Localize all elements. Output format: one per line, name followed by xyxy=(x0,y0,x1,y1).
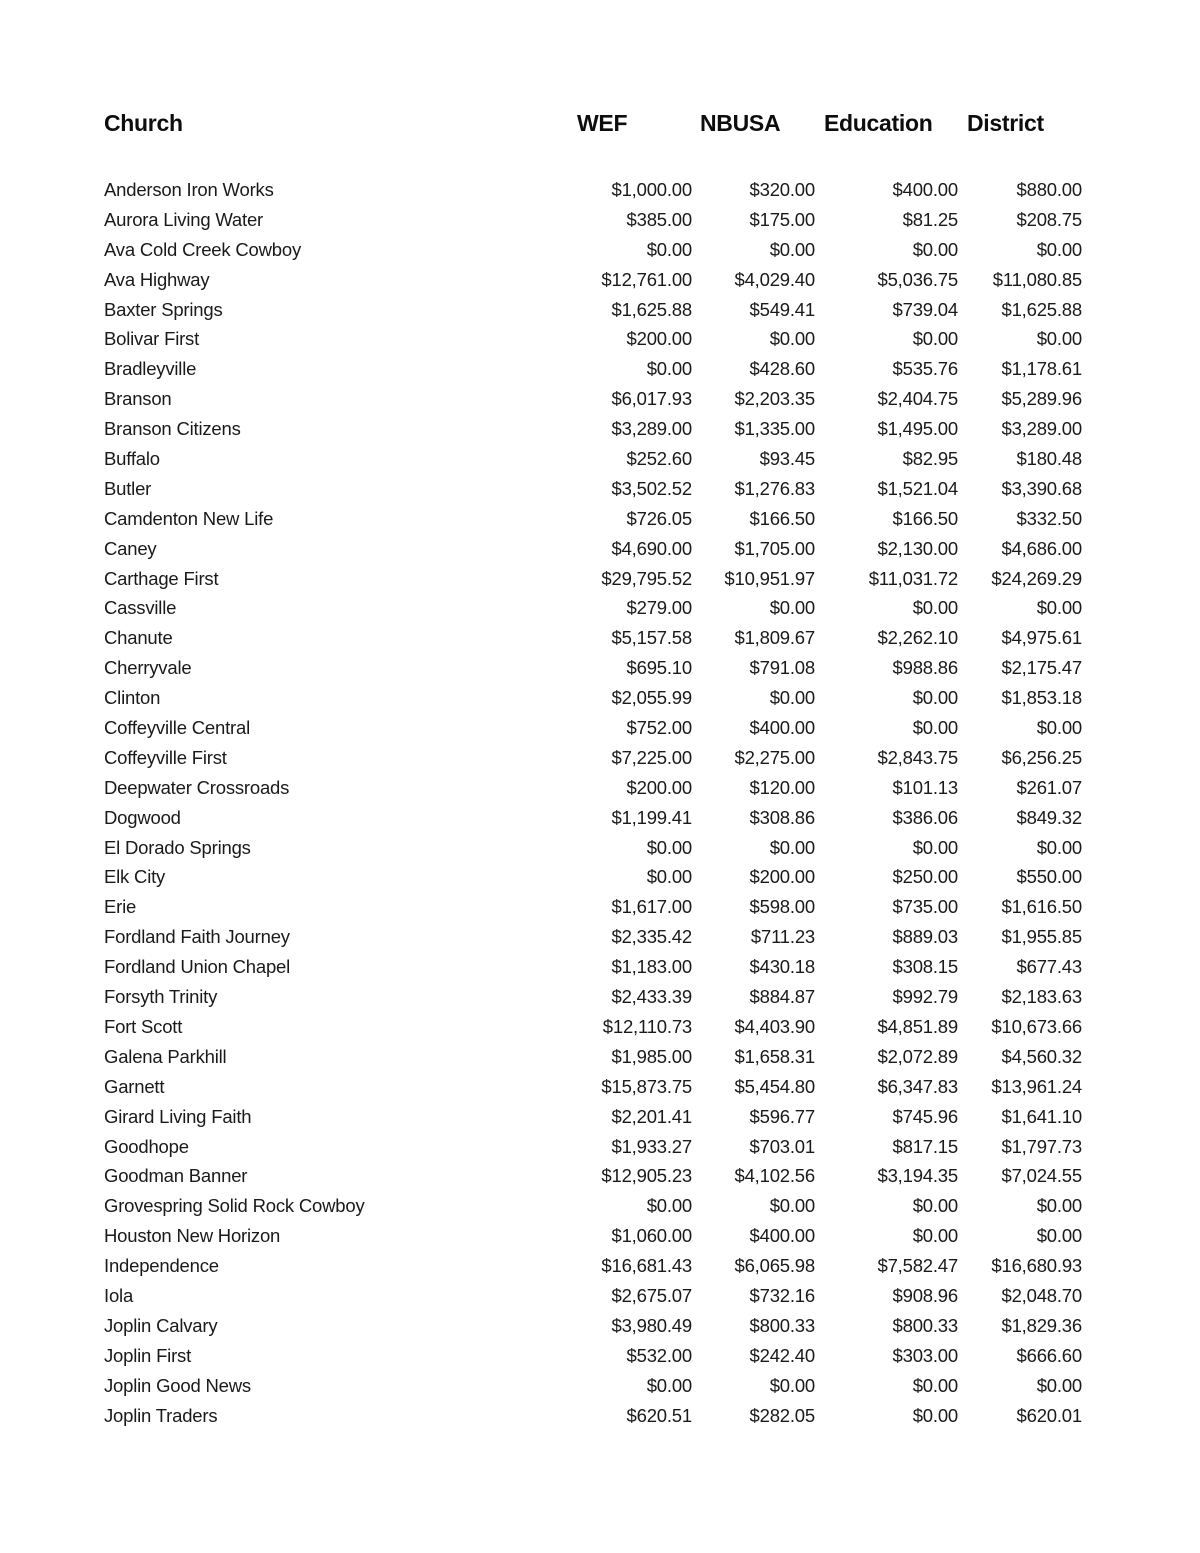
church-name-cell: Joplin Good News xyxy=(104,1374,251,1396)
wef-amount-cell: $200.00 xyxy=(626,328,692,350)
table-row xyxy=(0,385,1200,415)
church-name-cell: Branson Citizens xyxy=(104,418,241,440)
church-name-cell: Elk City xyxy=(104,866,166,888)
district-amount-cell: $677.43 xyxy=(1016,956,1082,978)
nbusa-amount-cell: $428.60 xyxy=(749,358,815,380)
education-amount-cell: $2,843.75 xyxy=(877,746,958,768)
nbusa-amount-cell: $711.23 xyxy=(750,926,815,948)
header-nbusa: NBUSA xyxy=(700,110,781,136)
wef-amount-cell: $1,933.27 xyxy=(611,1135,692,1157)
nbusa-amount-cell: $791.08 xyxy=(749,657,815,679)
district-amount-cell: $4,560.32 xyxy=(1001,1045,1082,1067)
table-row xyxy=(0,266,1200,296)
education-amount-cell: $0.00 xyxy=(912,1195,958,1217)
education-amount-cell: $11,031.72 xyxy=(868,567,958,589)
district-amount-cell: $24,269.29 xyxy=(991,567,1082,589)
education-amount-cell: $250.00 xyxy=(892,866,958,888)
header-church: Church xyxy=(104,110,183,136)
nbusa-amount-cell: $166.50 xyxy=(749,507,815,529)
wef-amount-cell: $620.51 xyxy=(626,1404,692,1426)
table-row xyxy=(0,923,1200,953)
education-amount-cell: $2,072.89 xyxy=(877,1045,958,1067)
education-amount-cell: $400.00 xyxy=(892,179,958,200)
table-row xyxy=(0,714,1200,744)
church-name-cell: Bolivar First xyxy=(104,328,200,350)
district-amount-cell: $0.00 xyxy=(1036,597,1082,619)
table-row xyxy=(0,834,1200,864)
table-row xyxy=(0,1252,1200,1282)
wef-amount-cell: $2,675.07 xyxy=(611,1284,692,1306)
wef-amount-cell: $1,060.00 xyxy=(611,1225,692,1247)
education-amount-cell: $0.00 xyxy=(912,1225,958,1247)
table-row xyxy=(0,1342,1200,1372)
education-amount-cell: $2,404.75 xyxy=(877,388,958,410)
nbusa-amount-cell: $596.77 xyxy=(749,1105,815,1127)
education-amount-cell: $739.04 xyxy=(892,298,958,320)
table-row xyxy=(0,475,1200,505)
education-amount-cell: $745.96 xyxy=(892,1105,958,1127)
church-name-cell: Coffeyville Central xyxy=(104,717,250,739)
wef-amount-cell: $15,873.75 xyxy=(601,1075,692,1097)
nbusa-amount-cell: $242.40 xyxy=(749,1344,815,1366)
education-amount-cell: $6,347.83 xyxy=(877,1075,958,1097)
table-row xyxy=(0,535,1200,565)
wef-amount-cell: $1,617.00 xyxy=(611,896,692,918)
nbusa-amount-cell: $0.00 xyxy=(769,1195,815,1217)
district-amount-cell: $1,797.73 xyxy=(1001,1135,1082,1157)
wef-amount-cell: $532.00 xyxy=(626,1344,692,1366)
table-row xyxy=(0,983,1200,1013)
district-amount-cell: $2,183.63 xyxy=(1001,986,1082,1008)
wef-amount-cell: $1,625.88 xyxy=(611,298,692,320)
table-row xyxy=(0,1133,1200,1163)
church-name-cell: Coffeyville First xyxy=(104,746,227,768)
church-name-cell: Independence xyxy=(104,1255,219,1277)
church-name-cell: Baxter Springs xyxy=(104,298,223,320)
table-row xyxy=(0,505,1200,535)
education-amount-cell: $2,130.00 xyxy=(877,537,958,559)
wef-amount-cell: $1,183.00 xyxy=(611,956,692,978)
nbusa-amount-cell: $400.00 xyxy=(749,717,815,739)
church-name-cell: Bradleyville xyxy=(104,358,197,380)
table-row xyxy=(0,1162,1200,1192)
nbusa-amount-cell: $200.00 xyxy=(749,866,815,888)
header-wef: WEF xyxy=(577,110,628,136)
church-name-cell: Fort Scott xyxy=(104,1015,183,1037)
district-amount-cell: $1,178.61 xyxy=(1001,358,1082,380)
wef-amount-cell: $200.00 xyxy=(626,776,692,798)
table-row xyxy=(0,1103,1200,1133)
wef-amount-cell: $7,225.00 xyxy=(611,746,692,768)
wef-amount-cell: $12,905.23 xyxy=(601,1165,692,1187)
nbusa-amount-cell: $0.00 xyxy=(769,1374,815,1396)
table-body xyxy=(0,176,1200,1431)
education-amount-cell: $1,495.00 xyxy=(877,418,958,440)
district-amount-cell: $180.48 xyxy=(1016,448,1082,470)
nbusa-amount-cell: $120.00 xyxy=(749,776,815,798)
district-amount-cell: $2,175.47 xyxy=(1001,657,1082,679)
nbusa-amount-cell: $0.00 xyxy=(769,687,815,709)
church-name-cell: Anderson Iron Works xyxy=(104,179,274,200)
wef-amount-cell: $695.10 xyxy=(626,657,692,679)
church-name-cell: Aurora Living Water xyxy=(104,208,263,230)
education-amount-cell: $535.76 xyxy=(892,358,958,380)
church-name-cell: Clinton xyxy=(104,687,161,709)
table-row xyxy=(0,176,1200,206)
nbusa-amount-cell: $703.01 xyxy=(749,1135,815,1157)
church-name-cell: Garnett xyxy=(104,1075,165,1097)
education-amount-cell: $908.96 xyxy=(892,1284,958,1306)
table-row xyxy=(0,1312,1200,1342)
education-amount-cell: $0.00 xyxy=(912,687,958,709)
district-amount-cell: $666.60 xyxy=(1016,1344,1082,1366)
district-amount-cell: $10,673.66 xyxy=(991,1015,1082,1037)
church-name-cell: Joplin Calvary xyxy=(104,1314,218,1336)
wef-amount-cell: $0.00 xyxy=(646,238,692,260)
education-amount-cell: $0.00 xyxy=(912,1374,958,1396)
table-row xyxy=(0,1282,1200,1312)
nbusa-amount-cell: $10,951.97 xyxy=(724,567,815,589)
nbusa-amount-cell: $175.00 xyxy=(749,208,815,230)
district-amount-cell: $1,853.18 xyxy=(1001,687,1082,709)
nbusa-amount-cell: $430.18 xyxy=(749,956,815,978)
education-amount-cell: $0.00 xyxy=(912,328,958,350)
table-row xyxy=(0,594,1200,624)
church-name-cell: Grovespring Solid Rock Cowboy xyxy=(104,1195,365,1217)
nbusa-amount-cell: $320.00 xyxy=(749,179,815,200)
education-amount-cell: $800.33 xyxy=(892,1314,958,1336)
church-name-cell: Galena Parkhill xyxy=(104,1045,227,1067)
district-amount-cell: $5,289.96 xyxy=(1001,388,1082,410)
church-name-cell: Girard Living Faith xyxy=(104,1105,252,1127)
wef-amount-cell: $752.00 xyxy=(626,717,692,739)
nbusa-amount-cell: $732.16 xyxy=(749,1284,815,1306)
table-row xyxy=(0,236,1200,266)
wef-amount-cell: $3,502.52 xyxy=(611,477,692,499)
district-amount-cell: $2,048.70 xyxy=(1001,1284,1082,1306)
table-row xyxy=(0,355,1200,385)
table-row xyxy=(0,1372,1200,1402)
district-amount-cell: $1,616.50 xyxy=(1001,896,1082,918)
wef-amount-cell: $6,017.93 xyxy=(611,388,692,410)
wef-amount-cell: $16,681.43 xyxy=(601,1255,692,1277)
table-row xyxy=(0,654,1200,684)
table-row xyxy=(0,893,1200,923)
wef-amount-cell: $1,985.00 xyxy=(611,1045,692,1067)
education-amount-cell: $0.00 xyxy=(912,836,958,858)
church-name-cell: Fordland Union Chapel xyxy=(104,956,291,978)
district-amount-cell: $1,625.88 xyxy=(1001,298,1082,320)
education-amount-cell: $735.00 xyxy=(892,896,958,918)
education-amount-cell: $4,851.89 xyxy=(877,1015,958,1037)
church-name-cell: Dogwood xyxy=(104,806,181,828)
education-amount-cell: $817.15 xyxy=(892,1135,958,1157)
church-name-cell: Erie xyxy=(104,896,137,918)
nbusa-amount-cell: $400.00 xyxy=(749,1225,815,1247)
table-row xyxy=(0,684,1200,714)
nbusa-amount-cell: $308.86 xyxy=(749,806,815,828)
district-amount-cell: $0.00 xyxy=(1036,1374,1082,1396)
district-amount-cell: $1,829.36 xyxy=(1001,1314,1082,1336)
education-amount-cell: $992.79 xyxy=(892,986,958,1008)
church-name-cell: Carthage First xyxy=(104,567,219,589)
nbusa-amount-cell: $6,065.98 xyxy=(734,1255,815,1277)
district-amount-cell: $332.50 xyxy=(1016,507,1082,529)
education-amount-cell: $5,036.75 xyxy=(877,268,958,290)
wef-amount-cell: $0.00 xyxy=(646,1374,692,1396)
education-amount-cell: $81.25 xyxy=(902,208,958,230)
nbusa-amount-cell: $0.00 xyxy=(769,836,815,858)
district-amount-cell: $0.00 xyxy=(1036,1195,1082,1217)
table-row xyxy=(0,1013,1200,1043)
wef-amount-cell: $2,335.42 xyxy=(611,926,692,948)
nbusa-amount-cell: $598.00 xyxy=(749,896,815,918)
nbusa-amount-cell: $1,809.67 xyxy=(734,627,815,649)
district-amount-cell: $849.32 xyxy=(1016,806,1082,828)
education-amount-cell: $3,194.35 xyxy=(877,1165,958,1187)
education-amount-cell: $82.95 xyxy=(902,448,958,470)
district-amount-cell: $261.07 xyxy=(1016,776,1082,798)
nbusa-amount-cell: $884.87 xyxy=(749,986,815,1008)
district-amount-cell: $0.00 xyxy=(1036,328,1082,350)
nbusa-amount-cell: $1,335.00 xyxy=(734,418,815,440)
church-name-cell: Iola xyxy=(104,1284,134,1306)
church-name-cell: Houston New Horizon xyxy=(104,1225,281,1247)
nbusa-amount-cell: $1,658.31 xyxy=(734,1045,815,1067)
wef-amount-cell: $726.05 xyxy=(626,507,692,529)
wef-amount-cell: $3,289.00 xyxy=(611,418,692,440)
education-amount-cell: $7,582.47 xyxy=(877,1255,958,1277)
district-amount-cell: $13,961.24 xyxy=(991,1075,1082,1097)
nbusa-amount-cell: $2,203.35 xyxy=(734,388,815,410)
wef-amount-cell: $29,795.52 xyxy=(601,567,692,589)
table-row xyxy=(0,1043,1200,1073)
table-row xyxy=(0,744,1200,774)
church-name-cell: Cherryvale xyxy=(104,657,192,679)
nbusa-amount-cell: $93.45 xyxy=(759,448,815,470)
wef-amount-cell: $0.00 xyxy=(646,836,692,858)
district-amount-cell: $0.00 xyxy=(1036,717,1082,739)
district-amount-cell: $880.00 xyxy=(1016,179,1082,200)
church-name-cell: Goodhope xyxy=(104,1135,189,1157)
church-name-cell: El Dorado Springs xyxy=(104,836,251,858)
header-education: Education xyxy=(824,110,933,136)
table-row xyxy=(0,296,1200,326)
table-row xyxy=(0,1192,1200,1222)
table-row xyxy=(0,624,1200,654)
church-name-cell: Ava Cold Creek Cowboy xyxy=(104,238,301,260)
education-amount-cell: $988.86 xyxy=(892,657,958,679)
table-row xyxy=(0,804,1200,834)
church-name-cell: Camdenton New Life xyxy=(104,507,274,529)
church-name-cell: Joplin First xyxy=(104,1344,192,1366)
district-amount-cell: $0.00 xyxy=(1036,238,1082,260)
wef-amount-cell: $279.00 xyxy=(626,597,692,619)
district-amount-cell: $11,080.85 xyxy=(992,268,1082,290)
education-amount-cell: $101.13 xyxy=(892,776,958,798)
nbusa-amount-cell: $2,275.00 xyxy=(734,746,815,768)
table-row xyxy=(0,1222,1200,1252)
district-amount-cell: $0.00 xyxy=(1036,1225,1082,1247)
nbusa-amount-cell: $1,705.00 xyxy=(734,537,815,559)
church-name-cell: Caney xyxy=(104,537,157,559)
district-amount-cell: $16,680.93 xyxy=(991,1255,1082,1277)
wef-amount-cell: $12,110.73 xyxy=(602,1015,692,1037)
education-amount-cell: $0.00 xyxy=(912,597,958,619)
nbusa-amount-cell: $0.00 xyxy=(769,238,815,260)
church-name-cell: Joplin Traders xyxy=(104,1404,218,1426)
wef-amount-cell: $4,690.00 xyxy=(611,537,692,559)
district-amount-cell: $6,256.25 xyxy=(1001,746,1082,768)
wef-amount-cell: $385.00 xyxy=(626,208,692,230)
table-row xyxy=(0,415,1200,445)
church-name-cell: Chanute xyxy=(104,627,173,649)
wef-amount-cell: $0.00 xyxy=(646,866,692,888)
church-name-cell: Butler xyxy=(104,477,152,499)
table-row xyxy=(0,565,1200,595)
district-amount-cell: $3,289.00 xyxy=(1001,418,1082,440)
church-name-cell: Branson xyxy=(104,388,172,410)
education-amount-cell: $0.00 xyxy=(912,238,958,260)
district-amount-cell: $3,390.68 xyxy=(1001,477,1082,499)
nbusa-amount-cell: $4,403.90 xyxy=(734,1015,815,1037)
wef-amount-cell: $5,157.58 xyxy=(611,627,692,649)
wef-amount-cell: $1,199.41 xyxy=(611,806,692,828)
district-amount-cell: $620.01 xyxy=(1016,1404,1082,1426)
table-row xyxy=(0,206,1200,236)
church-name-cell: Deepwater Crossroads xyxy=(104,776,290,798)
wef-amount-cell: $0.00 xyxy=(646,1195,692,1217)
education-amount-cell: $386.06 xyxy=(892,806,958,828)
education-amount-cell: $0.00 xyxy=(912,717,958,739)
church-name-cell: Goodman Banner xyxy=(104,1165,248,1187)
nbusa-amount-cell: $5,454.80 xyxy=(734,1075,815,1097)
district-amount-cell: $1,641.10 xyxy=(1001,1105,1082,1127)
nbusa-amount-cell: $1,276.83 xyxy=(734,477,815,499)
education-amount-cell: $308.15 xyxy=(892,956,958,978)
nbusa-amount-cell: $282.05 xyxy=(749,1404,815,1426)
table-row xyxy=(0,953,1200,983)
district-amount-cell: $4,975.61 xyxy=(1001,627,1082,649)
nbusa-amount-cell: $0.00 xyxy=(769,597,815,619)
district-amount-cell: $0.00 xyxy=(1036,836,1082,858)
church-name-cell: Buffalo xyxy=(104,448,160,470)
education-amount-cell: $0.00 xyxy=(912,1404,958,1426)
wef-amount-cell: $2,055.99 xyxy=(611,687,692,709)
wef-amount-cell: $3,980.49 xyxy=(611,1314,692,1336)
district-amount-cell: $1,955.85 xyxy=(1001,926,1082,948)
education-amount-cell: $2,262.10 xyxy=(877,627,958,649)
nbusa-amount-cell: $549.41 xyxy=(749,298,815,320)
nbusa-amount-cell: $4,029.40 xyxy=(734,268,815,290)
wef-amount-cell: $2,201.41 xyxy=(611,1105,692,1127)
table-row xyxy=(0,863,1200,893)
wef-amount-cell: $252.60 xyxy=(626,448,692,470)
wef-amount-cell: $0.00 xyxy=(646,358,692,380)
education-amount-cell: $889.03 xyxy=(892,926,958,948)
church-name-cell: Cassville xyxy=(104,597,177,619)
church-name-cell: Fordland Faith Journey xyxy=(104,926,290,948)
district-amount-cell: $7,024.55 xyxy=(1001,1165,1082,1187)
education-amount-cell: $166.50 xyxy=(892,507,958,529)
nbusa-amount-cell: $0.00 xyxy=(769,328,815,350)
district-amount-cell: $550.00 xyxy=(1016,866,1082,888)
nbusa-amount-cell: $4,102.56 xyxy=(734,1165,815,1187)
table-row xyxy=(0,445,1200,475)
table-row xyxy=(0,1402,1200,1432)
table-row xyxy=(0,1073,1200,1103)
wef-amount-cell: $1,000.00 xyxy=(611,179,692,200)
district-amount-cell: $4,686.00 xyxy=(1001,537,1082,559)
district-amount-cell: $208.75 xyxy=(1016,208,1082,230)
wef-amount-cell: $12,761.00 xyxy=(601,268,692,290)
table-row xyxy=(0,774,1200,804)
table-row xyxy=(0,325,1200,355)
nbusa-amount-cell: $800.33 xyxy=(749,1314,815,1336)
wef-amount-cell: $2,433.39 xyxy=(611,986,692,1008)
church-name-cell: Forsyth Trinity xyxy=(104,986,218,1008)
education-amount-cell: $1,521.04 xyxy=(877,477,958,499)
education-amount-cell: $303.00 xyxy=(892,1344,958,1366)
table-header xyxy=(0,110,1200,144)
header-district: District xyxy=(967,110,1044,136)
church-name-cell: Ava Highway xyxy=(104,268,210,290)
